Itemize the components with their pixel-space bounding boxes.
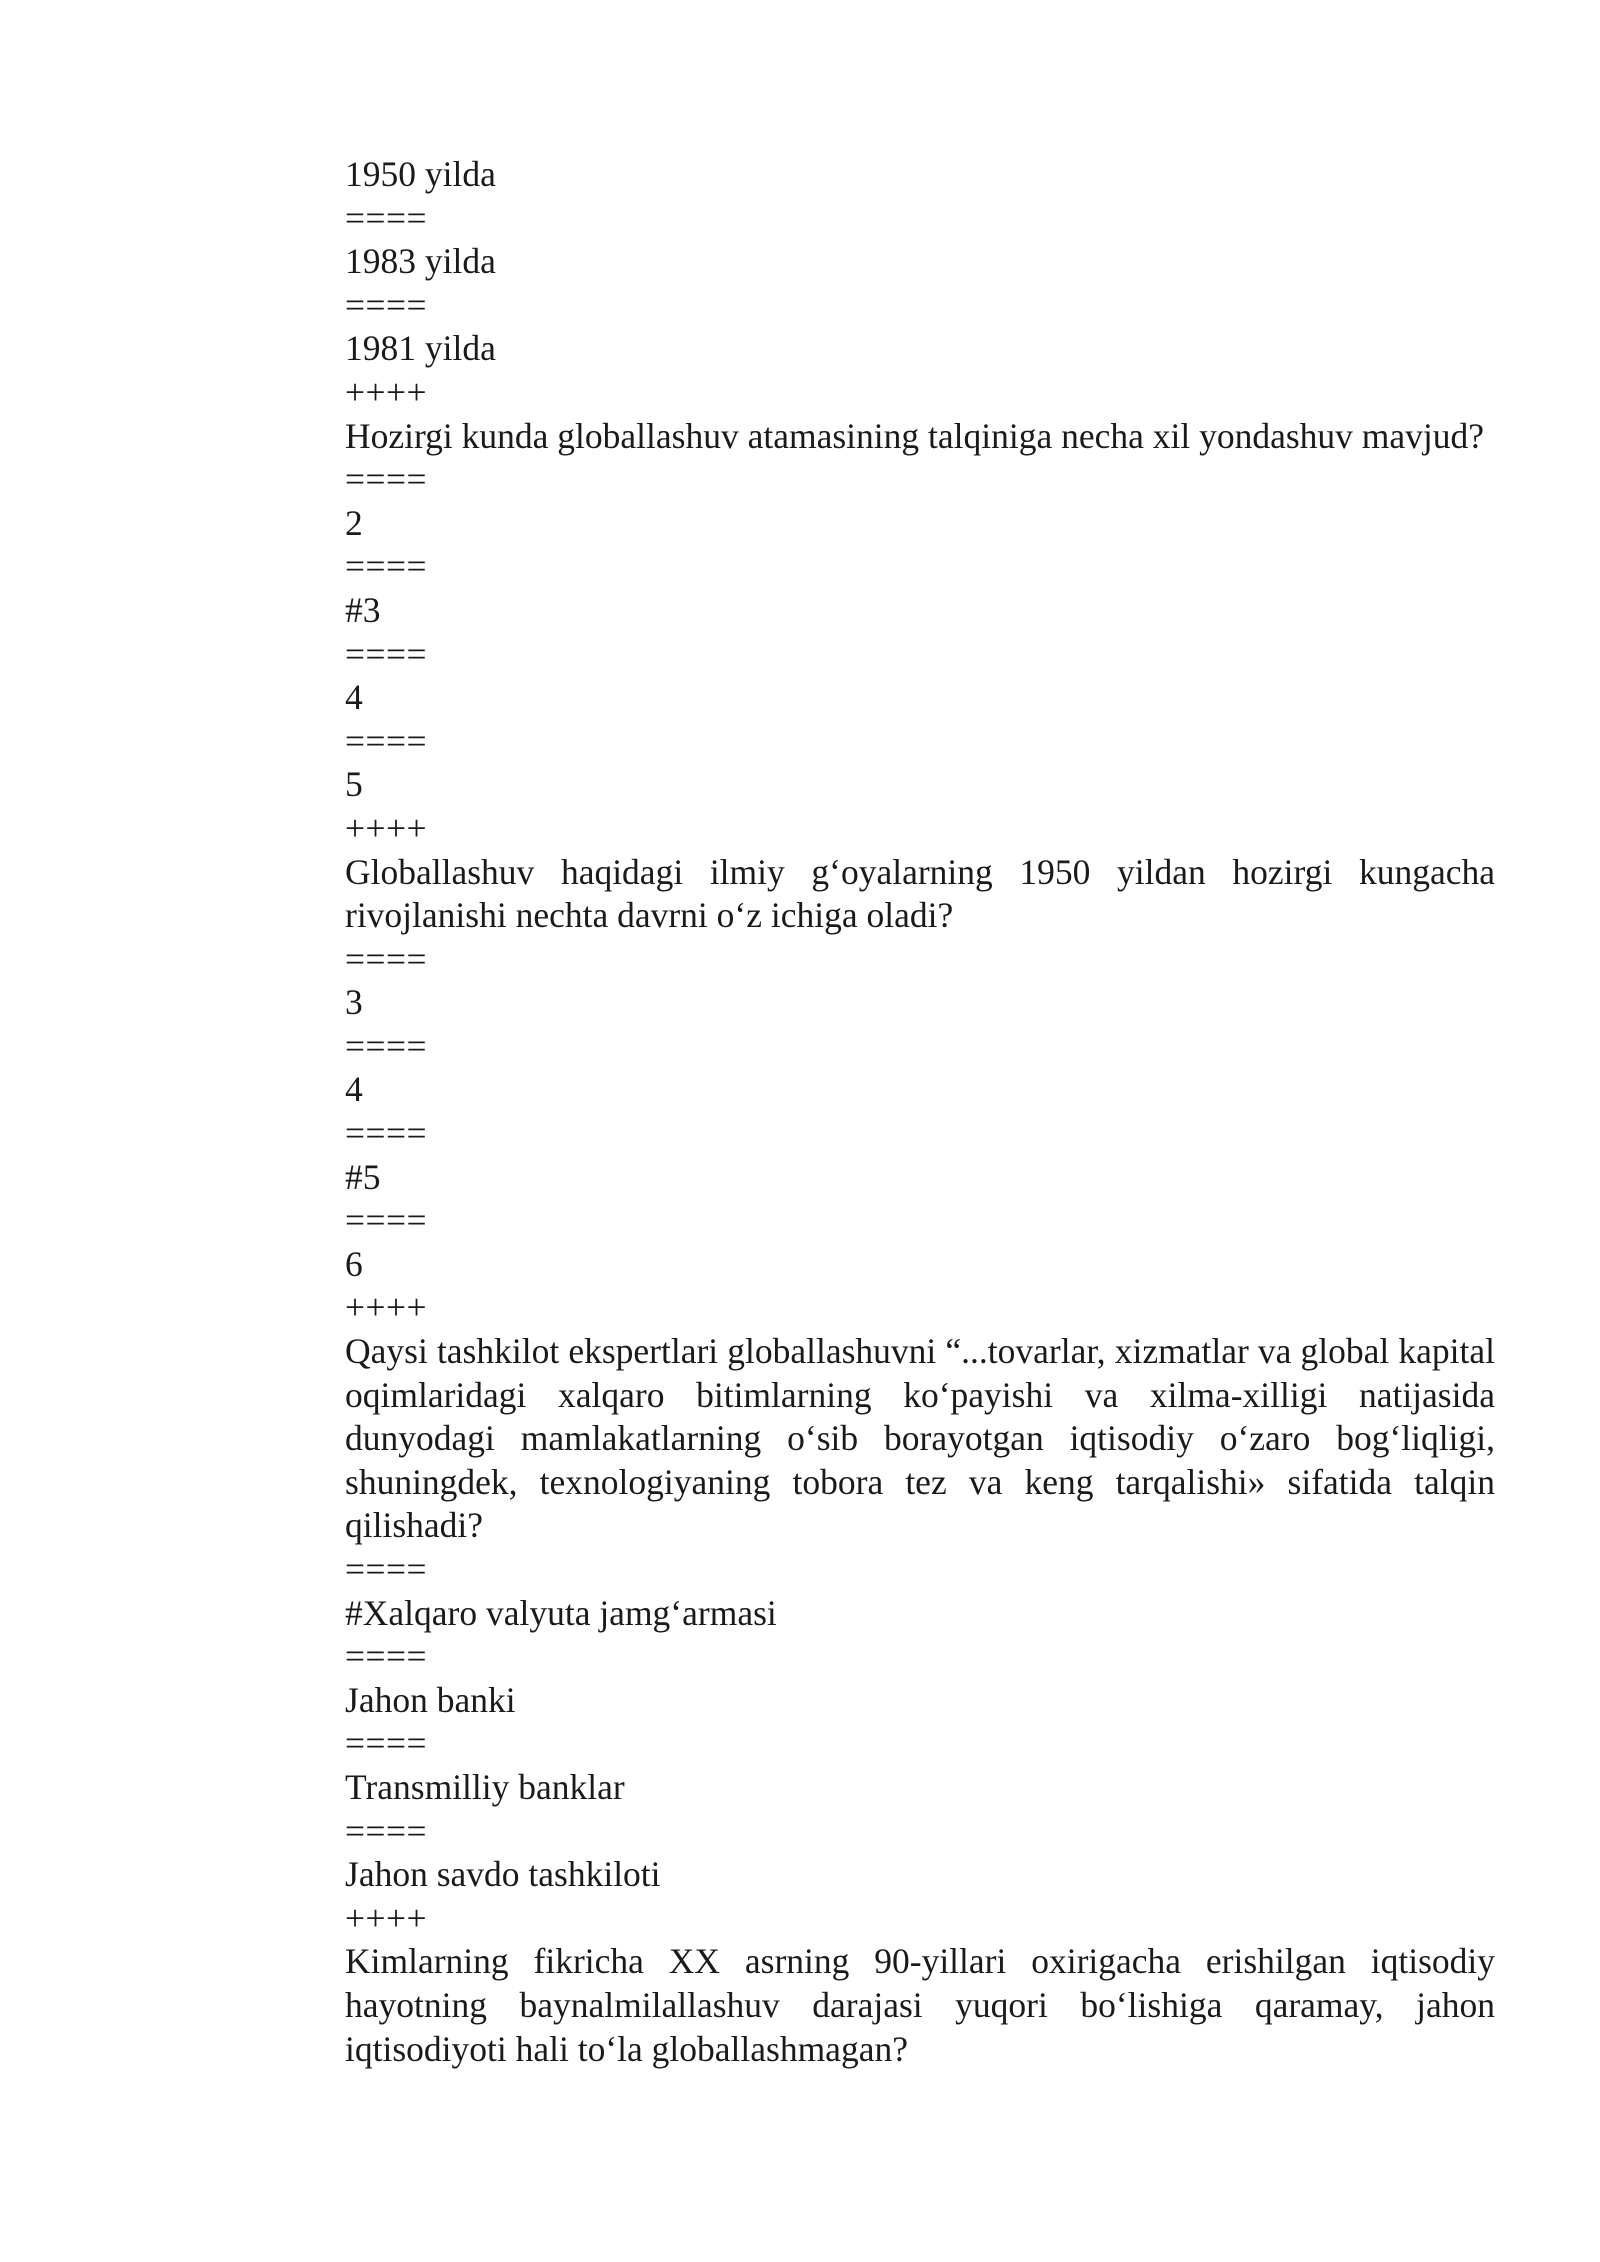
answer-separator: ==== (345, 197, 428, 238)
answer-separator: ==== (345, 1200, 428, 1241)
answer-separator: ==== (345, 1723, 428, 1764)
question-separator: ++++ (345, 807, 428, 848)
answer-separator: ==== (345, 546, 428, 587)
answer-separator: ==== (345, 1636, 428, 1677)
document-body (345, 153, 1495, 2071)
question-text: Globallashuv haqidagi ilmiy g‘oyalarning 1950 yildan hozirgi kungacha rivojlanishi nechta davrni o‘z ichiga oladi? (345, 851, 1495, 936)
answer-option: 5 (345, 764, 363, 805)
answer-separator: ==== (345, 459, 428, 500)
answer-option: #Xalqaro valyuta jamg‘armasi (345, 1592, 777, 1633)
answer-separator: ==== (345, 1025, 428, 1066)
answer-option: 4 (345, 1069, 363, 1110)
question-separator: ++++ (345, 1897, 428, 1938)
answer-separator: ==== (345, 1810, 428, 1851)
answer-option: 2 (345, 502, 363, 543)
answer-option: 1983 yilda (345, 241, 496, 282)
question-text: Qaysi tashkilot ekspertlari globallashuvni “...tovarlar, xizmatlar va global kapital oqimlaridagi xalqaro bitimlarning ko‘payishi va xilma-xilligi natijasida dunyodagi mamlakatlarning o‘sib borayotgan iqtisodiy o‘zaro bog‘liqligi, shuningdek, texnologiyaning tobora tez va keng tarqalishi» sifatida talqin qilishadi? (345, 1331, 1495, 1546)
answer-option: 1981 yilda (345, 328, 496, 369)
answer-option: Jahon banki (345, 1679, 516, 1720)
question-separator: ++++ (345, 371, 428, 412)
answer-option: 1950 yilda (345, 154, 496, 194)
answer-separator: ==== (345, 1113, 428, 1154)
answer-separator: ==== (345, 1549, 428, 1589)
answer-separator: ==== (345, 284, 428, 325)
answer-option: Jahon savdo tashkiloti (345, 1854, 661, 1895)
answer-option: 3 (345, 982, 363, 1023)
question-text: Kimlarning fikricha XX asrning 90-yillari oxirigacha erishilgan iqtisodiy hayotning baynalmilallashuv darajasi yuqori bo‘lishiga qaramay, jahon iqtisodiyoti hali to‘la globallashmagan? (345, 1941, 1495, 2069)
answer-option: Transmilliy banklar (345, 1766, 625, 1807)
answer-option: #5 (345, 1156, 381, 1197)
answer-option: 6 (345, 1243, 363, 1284)
answer-separator: ==== (345, 633, 428, 674)
answer-option: 4 (345, 677, 363, 718)
answer-option: #3 (345, 589, 381, 630)
question-separator: ++++ (345, 1287, 428, 1328)
answer-separator: ==== (345, 938, 428, 979)
question-text: Hozirgi kunda globallashuv atamasining talqiniga necha xil yondashuv mavjud? (345, 415, 1485, 456)
answer-separator: ==== (345, 720, 428, 761)
